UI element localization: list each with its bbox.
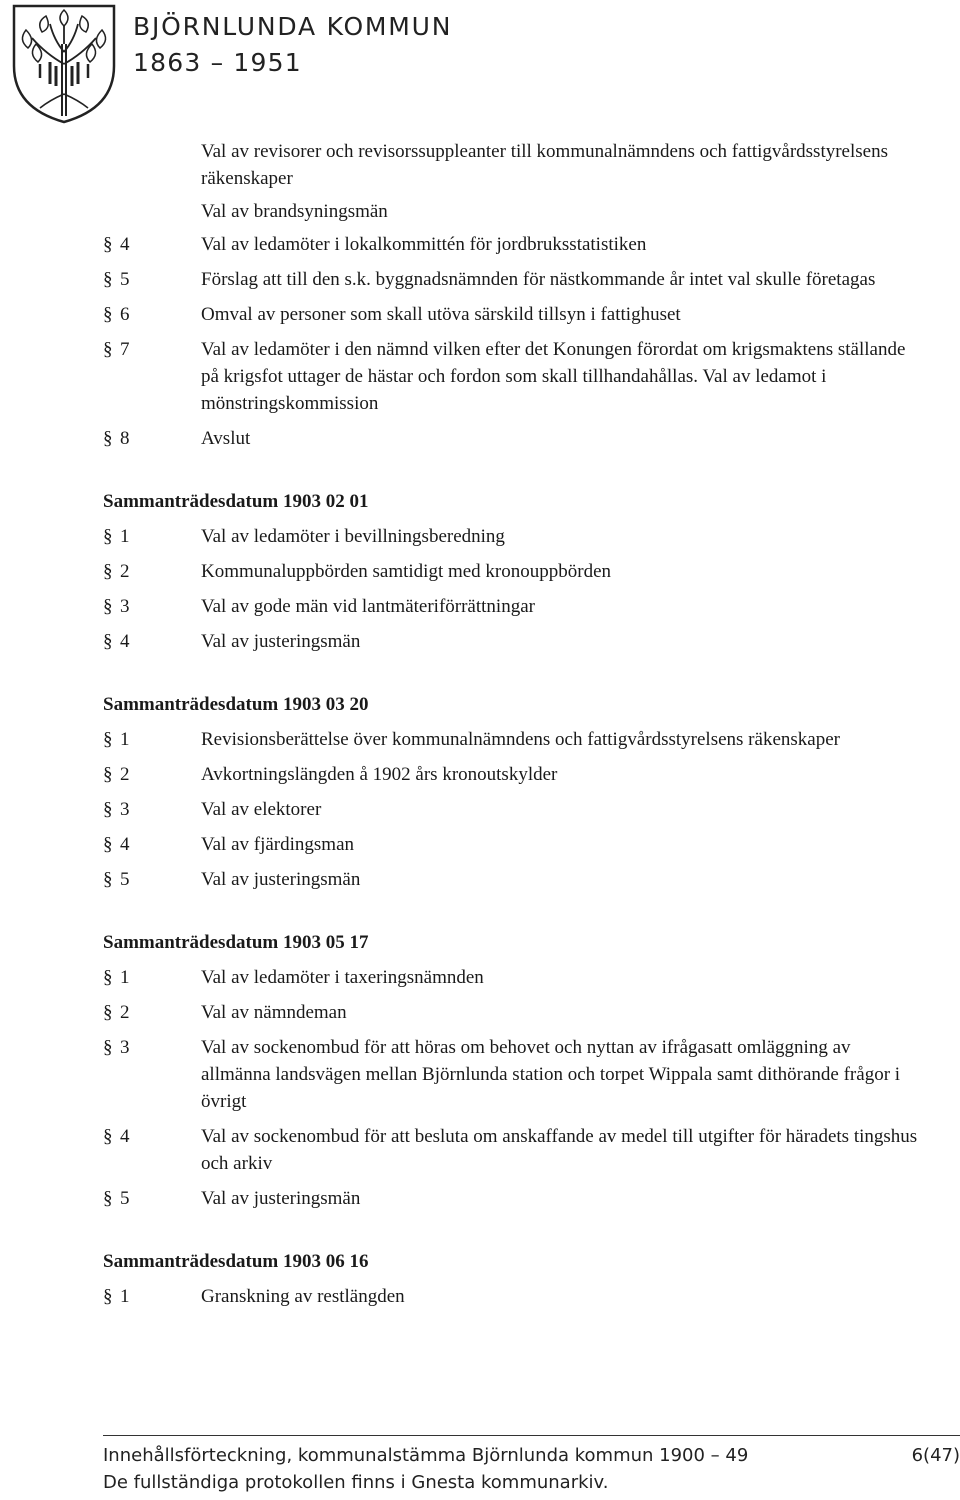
agenda-item (0, 866, 960, 893)
agenda-item-text: Val av ledamöter i taxeringsnämnden (201, 967, 484, 988)
agenda-item-text: Val av justeringsmän (201, 631, 361, 652)
agenda-item (0, 1283, 960, 1310)
paragraph-mark: § (103, 526, 113, 547)
agenda-item-text: Revisionsberättelse över kommunalnämndens och fattigvårdsstyrelsens räkenskaper (201, 729, 840, 750)
agenda-item-number: 5 (120, 269, 130, 290)
paragraph-mark: § (103, 631, 113, 652)
agenda-item-number: 4 (120, 834, 130, 855)
agenda-item-number: 8 (120, 428, 130, 449)
agenda-item-number: 1 (120, 1286, 130, 1307)
agenda-item-number: 5 (120, 869, 130, 890)
agenda-item (0, 266, 960, 293)
agenda-item (0, 301, 960, 328)
agenda-item-number: 1 (120, 967, 130, 988)
agenda-item-number: 3 (120, 799, 130, 820)
paragraph-mark: § (103, 234, 113, 255)
paragraph-mark: § (103, 834, 113, 855)
agenda-item-number: 4 (120, 234, 130, 255)
agenda-item (0, 964, 960, 991)
agenda-item (0, 628, 960, 655)
agenda-item (0, 1123, 960, 1177)
agenda-item (0, 1034, 960, 1115)
agenda-item (0, 198, 960, 225)
paragraph-mark: § (103, 428, 113, 449)
page-number: 6(47) (911, 1445, 960, 1466)
agenda-item (0, 831, 960, 858)
agenda-item-text: Val av justeringsmän (201, 1188, 361, 1209)
agenda-item-number: 3 (120, 596, 130, 617)
agenda-item-text: Kommunaluppbörden samtidigt med kronouppbörden (201, 561, 612, 582)
agenda-item-number: 1 (120, 729, 130, 750)
meeting-date-heading: Sammanträdesdatum 1903 02 01 (103, 491, 369, 512)
agenda-item-number: 4 (120, 1126, 130, 1147)
agenda-item (0, 231, 960, 258)
agenda-item-number: 7 (120, 339, 130, 360)
agenda-item-number: 1 (120, 526, 130, 547)
paragraph-mark: § (103, 1037, 113, 1058)
agenda-item-text: Avkortningslängden å 1902 års kronoutskylder (201, 764, 558, 785)
paragraph-mark: § (103, 1286, 113, 1307)
paragraph-mark: § (103, 1126, 113, 1147)
paragraph-mark: § (103, 729, 113, 750)
footer-divider (103, 1435, 960, 1436)
agenda-item-text: Val av nämndeman (201, 1002, 347, 1023)
agenda-item-text: Val av elektorer (201, 799, 322, 820)
paragraph-mark: § (103, 339, 113, 360)
agenda-item (0, 425, 960, 452)
agenda-item-text: Granskning av restlängden (201, 1286, 405, 1307)
agenda-item (0, 999, 960, 1026)
agenda-item-number: 4 (120, 631, 130, 652)
paragraph-mark: § (103, 967, 113, 988)
footer-archive-note: De fullständiga protokollen finns i Gnesta kommunarkiv. (103, 1472, 609, 1493)
paragraph-mark: § (103, 596, 113, 617)
agenda-item-text: Val av sockenombud för att höras om behovet och nyttan av ifrågasatt omläggning av allmänna landsvägen mellan Björnlunda station och torpet Wippala samt dithörande frågor i övrigt (201, 1037, 901, 1112)
agenda-item-text: Val av revisorer och revisorssuppleanter till kommunalnämndens och fattigvårdsstyrelsens räkenskaper (201, 141, 888, 189)
agenda-item (0, 726, 960, 753)
paragraph-mark: § (103, 799, 113, 820)
agenda-item-number: 3 (120, 1037, 130, 1058)
meeting-date-heading: Sammanträdesdatum 1903 03 20 (103, 694, 369, 715)
agenda-item (0, 761, 960, 788)
paragraph-mark: § (103, 764, 113, 785)
page-footer (103, 1442, 960, 1496)
paragraph-mark: § (103, 1188, 113, 1209)
agenda-item-number: 2 (120, 1002, 130, 1023)
agenda-item-text: Val av justeringsmän (201, 869, 361, 890)
agenda-item-number: 6 (120, 304, 130, 325)
agenda-item-text: Val av gode män vid lantmäteriförrättningar (201, 596, 535, 617)
meeting-date-heading: Sammanträdesdatum 1903 05 17 (103, 932, 369, 953)
agenda-item-number: 2 (120, 561, 130, 582)
municipality-name: BJÖRNLUNDA KOMMUN (133, 12, 453, 41)
agenda-item-text: Val av ledamöter i bevillningsberedning (201, 526, 505, 547)
paragraph-mark: § (103, 1002, 113, 1023)
agenda-item (0, 523, 960, 550)
paragraph-mark: § (103, 869, 113, 890)
agenda-item (0, 138, 960, 192)
agenda-item-text: Val av sockenombud för att besluta om anskaffande av medel till utgifter för häradets tingshus och arkiv (201, 1126, 918, 1174)
agenda-item (0, 593, 960, 620)
paragraph-mark: § (103, 269, 113, 290)
agenda-content (0, 138, 960, 1318)
agenda-item (0, 1185, 960, 1212)
agenda-item-text: Val av ledamöter i den nämnd vilken efter det Konungen förordat om krigsmaktens ställande på krigsfot uttager de hästar och fordon som skall tillhandahållas. Val av ledamot i mönstringskommission (201, 339, 906, 414)
coat-of-arms-tree-icon (10, 4, 118, 124)
agenda-item (0, 558, 960, 585)
paragraph-mark: § (103, 304, 113, 325)
footer-title: Innehållsförteckning, kommunalstämma Björnlunda kommun 1900 – 49 (103, 1445, 749, 1466)
agenda-item-text: Val av ledamöter i lokalkommittén för jordbruksstatistiken (201, 234, 647, 255)
agenda-item-text: Förslag att till den s.k. byggnadsnämnden för nästkommande år intet val skulle företagas (201, 269, 876, 290)
agenda-item-text: Avslut (201, 428, 251, 449)
agenda-item-text: Val av fjärdingsman (201, 834, 355, 855)
agenda-item-text: Val av brandsyningsmän (201, 201, 388, 222)
agenda-item (0, 796, 960, 823)
paragraph-mark: § (103, 561, 113, 582)
agenda-item-number: 2 (120, 764, 130, 785)
agenda-item-text: Omval av personer som skall utöva särskild tillsyn i fattighuset (201, 304, 681, 325)
agenda-item-number: 5 (120, 1188, 130, 1209)
municipality-years: 1863 – 1951 (133, 48, 302, 77)
meeting-date-heading: Sammanträdesdatum 1903 06 16 (103, 1251, 369, 1272)
agenda-item (0, 336, 960, 417)
